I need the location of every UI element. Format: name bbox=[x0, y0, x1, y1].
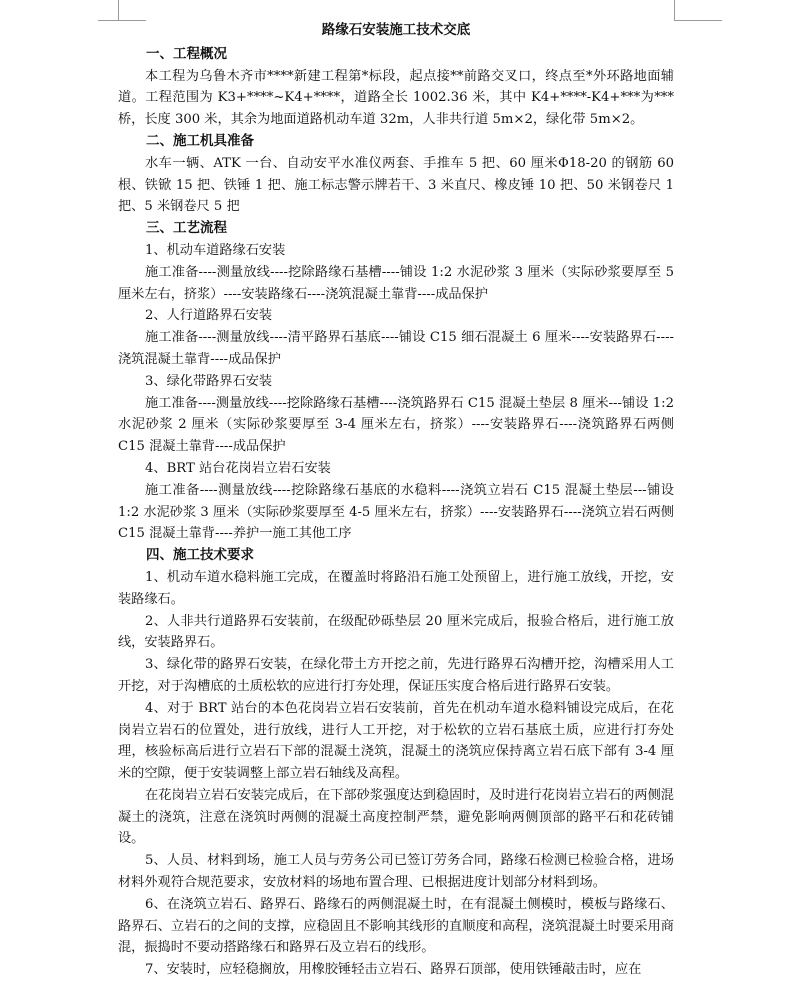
paragraph: 7、安装时，应轻稳搁放，用橡胶锤轻击立岩石、路界石顶部，使用铁锤敲击时，应在 bbox=[145, 962, 642, 978]
section-heading: 二、施工机具准备 bbox=[146, 132, 254, 149]
document-body bbox=[118, 20, 674, 981]
paragraph: 6、在浇筑立岩石、路界石、路缘石的两侧混凝土时，在有混凝土侧模时，模板与路缘石、路界石、立岩石的之间的支撑，应稳固且不影响其线形的直顺度和高程，浇筑混凝土时要采用商混，振捣时不要动搭路缘石和路界石及立岩石的线形。 bbox=[118, 896, 674, 956]
paragraph: 水车一辆、ATK 一台、自动安平水准仪两套、手推车 5 把、60 厘米Φ18-20 的钢筋 60 根、铁锨 15 把、铁锤 1 把、施工标志警示牌若干、3 米直尺、橡皮锤 10 把、50 米钢卷尺 1 把、5 米钢卷尺 5 把 bbox=[118, 155, 674, 215]
subsection-heading: 4、BRT 站台花岗岩立岩石安装 bbox=[145, 460, 331, 476]
section-heading: 四、施工技术要求 bbox=[146, 547, 254, 564]
paragraph: 1、机动车道水稳料施工完成，在覆盖时将路沿石施工处预留上，进行施工放线，开挖，安装路缘石。 bbox=[118, 569, 674, 607]
paragraph: 施工准备----测量放线----清平路界石基底----铺设 C15 细石混凝土 6 厘米----安装路界石----浇筑混凝土靠背----成品保护 bbox=[118, 330, 674, 367]
paragraph: 本工程为乌鲁木齐市****新建工程第*标段，起点接**前路交叉口，终点至*外环路地面辅道。工程范围为 K3+****~K4+****，道路全长 1002.36 米，其中 K4+****-K4+***为***桥，长度 300 米，其余为地面道路机动车道 32m，人非共行道 5m×2，绿化带 5m×2。 bbox=[118, 68, 674, 128]
crop-mark-top-left-vertical bbox=[118, 0, 119, 20]
paragraph: 3、绿化带的路界石安装，在绿化带土方开挖之前，先进行路界石沟槽开挖，沟槽采用人工开挖，对于沟槽底的土质松软的应进行打夯处理，保证压实度合格后进行路界石安装。 bbox=[118, 657, 674, 694]
paragraph: 施工准备----测量放线----挖除路缘石基槽----铺设 1:2 水泥砂浆 3 厘米（实际砂浆要厚至 5 厘米左右，挤浆）----安装路缘石----浇筑混凝土靠背----成品保护 bbox=[118, 264, 674, 302]
document-title: 路缘石安装施工技术交底 bbox=[321, 22, 471, 38]
crop-mark-top-right-vertical bbox=[674, 0, 675, 20]
section-heading: 一、工程概况 bbox=[146, 45, 227, 62]
paragraph: 4、对于 BRT 站台的本色花岗岩立岩石安装前，首先在机动车道水稳料铺设完成后，在花岗岩立岩石的位置处，进行放线，进行人工开挖，对于松软的立岩石基底土质，应进行打夯处理，核验标高后进行立岩石下部的混凝土浇筑，混凝土的浇筑应保持离立岩石底下部有 3-4 厘米的空隙，便于安装调整上部立岩石轴线及高程。 bbox=[118, 700, 674, 782]
crop-mark-top-right-horizontal bbox=[674, 20, 722, 21]
section-heading: 三、工艺流程 bbox=[146, 220, 227, 237]
paragraph: 施工准备----测量放线----挖除路缘石基底的水稳料----浇筑立岩石 C15 混凝土垫层---铺设 1:2 水泥砂浆 3 厘米（实际砂浆要厚至 4-5 厘米左右，挤浆）----安装路界石----浇筑立岩石两侧 C15 混凝土靠背----养护一施工其他工序 bbox=[118, 482, 674, 542]
paragraph: 施工准备----测量放线----挖除路缘石基槽----浇筑路界石 C15 混凝土垫层 8 厘米---铺设 1:2 水泥砂浆 2 厘米（实际砂浆要厚至 3-4 厘米左右，挤浆）----安装路界石----浇筑路界石两侧 C15 混凝土靠背----成品保护 bbox=[118, 395, 674, 455]
paragraph: 2、人非共行道路界石安装前，在级配砂砾垫层 20 厘米完成后，报验合格后，进行施工放线，安装路界石。 bbox=[118, 613, 674, 651]
subsection-heading: 2、人行道路界石安装 bbox=[145, 308, 273, 324]
subsection-heading: 1、机动车道路缘石安装 bbox=[145, 242, 286, 258]
subsection-heading: 3、绿化带路界石安装 bbox=[145, 373, 273, 389]
paragraph: 5、人员、材料到场，施工人员与劳务公司已签订劳务合同，路缘石检测已检验合格，进场材料外观符合规范要求，安放材料的场地布置合理、已根据进度计划部分材料到场。 bbox=[118, 853, 674, 891]
paragraph: 在花岗岩立岩石安装完成后，在下部砂浆强度达到稳固时，及时进行花岗岩立岩石的两侧混凝土的浇筑，注意在浇筑时两侧的混凝土高度控制严禁，避免影响两侧顶部的路平石和花砖铺设。 bbox=[118, 787, 674, 847]
